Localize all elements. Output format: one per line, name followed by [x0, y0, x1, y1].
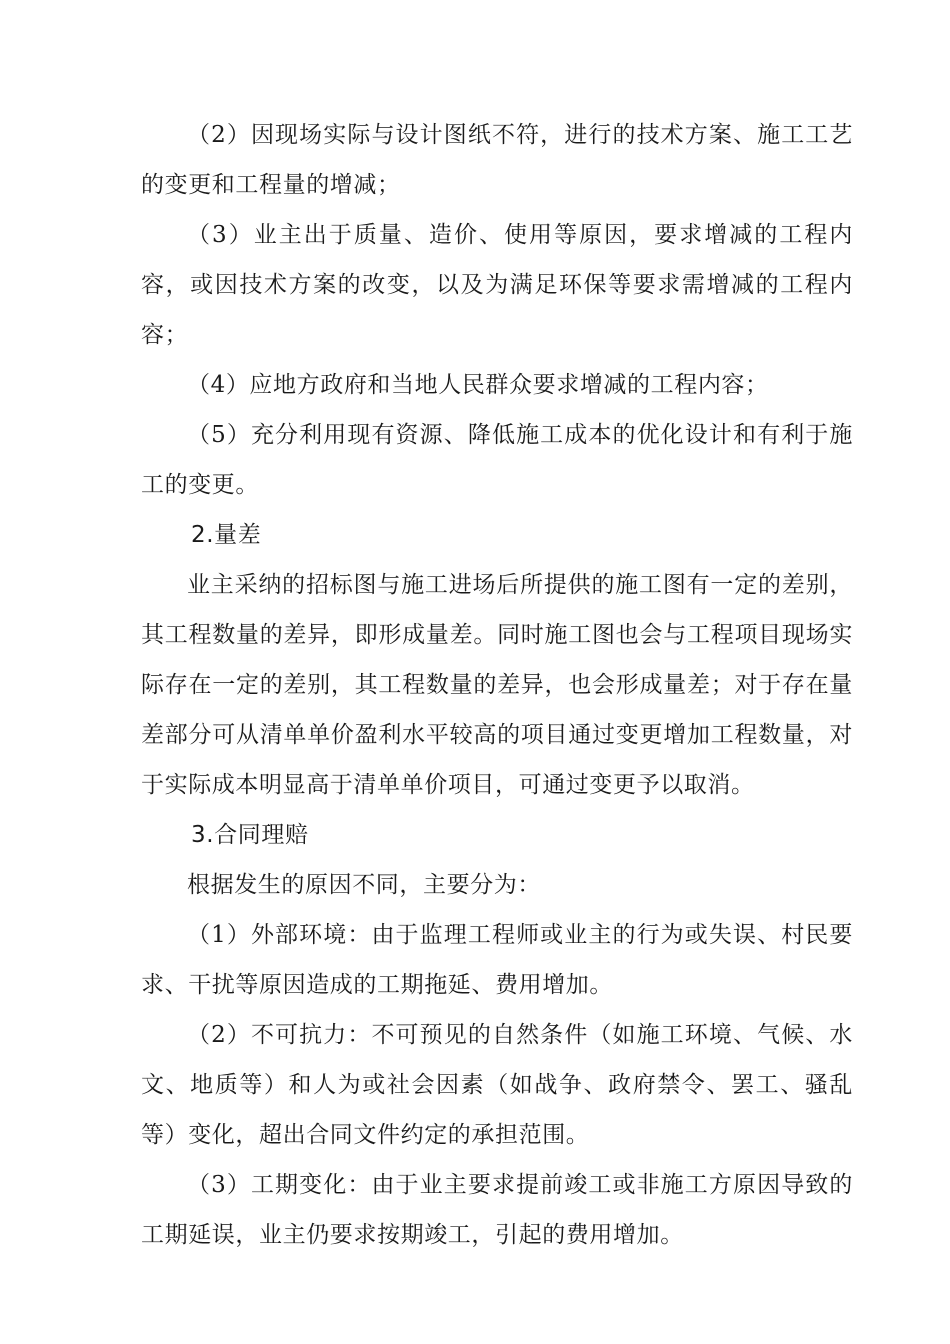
section-heading-contract-claims: 3.合同理赔	[191, 822, 309, 848]
paragraph-change-item-4: （4）应地方政府和当地人民群众要求增减的工程内容；	[187, 372, 769, 398]
paragraph-claims-intro: 根据发生的原因不同，主要分为：	[187, 872, 541, 898]
paragraph-claim-item-1: （1）外部环境：由于监理工程师或业主的行为或失误、村民要求、干扰等原因造成的工期拖延、费用增加。	[141, 922, 853, 998]
section-heading-quantity-difference: 2.量差	[191, 522, 262, 548]
paragraph-quantity-difference: 业主采纳的招标图与施工进场后所提供的施工图有一定的差别，其工程数量的差异，即形成量差。同时施工图也会与工程项目现场实际存在一定的差别，其工程数量的差异，也会形成量差；对于存在量差部分可从清单单价盈利水平较高的项目通过变更增加工程数量，对于实际成本明显高于清单单价项目，可通过变更予以取消。	[141, 572, 853, 798]
paragraph-claim-item-2: （2）不可抗力：不可预见的自然条件（如施工环境、气候、水文、地质等）和人为或社会因素（如战争、政府禁令、罢工、骚乱等）变化，超出合同文件约定的承担范围。	[141, 1022, 853, 1148]
paragraph-claim-item-3: （3）工期变化：由于业主要求提前竣工或非施工方原因导致的工期延误，业主仍要求按期竣工，引起的费用增加。	[141, 1172, 853, 1248]
document-body	[141, 110, 853, 1260]
paragraph-change-item-5: （5）充分利用现有资源、降低施工成本的优化设计和有利于施工的变更。	[141, 422, 853, 498]
paragraph-change-item-3: （3）业主出于质量、造价、使用等原因，要求增减的工程内容，或因技术方案的改变，以及为满足环保等要求需增减的工程内容；	[141, 222, 853, 348]
paragraph-change-item-2: （2）因现场实际与设计图纸不符，进行的技术方案、施工工艺的变更和工程量的增减；	[141, 122, 853, 198]
